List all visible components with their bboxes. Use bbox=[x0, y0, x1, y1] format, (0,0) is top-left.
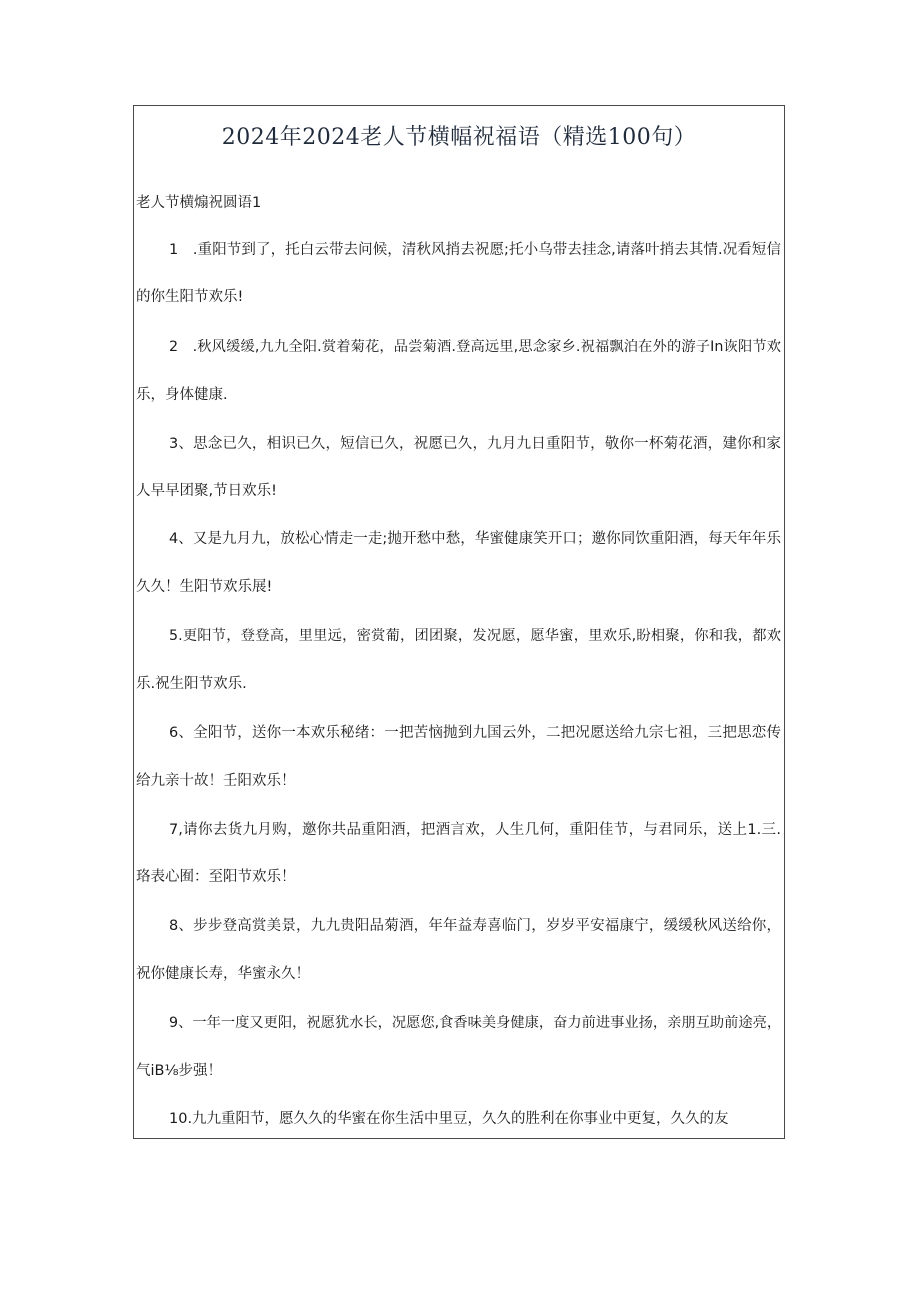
paragraph-1-line-2: 的你生阳节欢乐! bbox=[136, 289, 244, 305]
paragraph-2-line-2: 乐，身体健康. bbox=[136, 387, 228, 403]
paragraph-10-line-1: 10.九九重阳节，愿久久的华蜜在你生活中里豆，久久的胜利在你事业中更复，久久的友 bbox=[169, 1111, 729, 1127]
section-heading: 老人节横煽祝圆语1 bbox=[136, 195, 262, 211]
paragraph-8-line-1: 8、步步登高赏美景，九九贵阳品菊酒，年年益寿喜临门，岁岁平安福康宁，缓缓秋风送给你， bbox=[169, 918, 781, 934]
paragraph-3-line-1: 3、思念已久，相识已久，短信已久，祝愿已久，九月九日重阳节，敬你一杯菊花酒，建你和家 bbox=[169, 436, 781, 452]
paragraph-8-line-2: 祝你健康长寿，华蜜永久！ bbox=[136, 966, 310, 982]
paragraph-7-line-1: 7,请你去货九月购，邀你共品重阳酒，把酒言欢，人生几何，重阳佳节，与君同乐，送上1.三. bbox=[169, 822, 781, 838]
paragraph-1-line-1: 1 .重阳节到了，托白云带去问候，清秋风捎去祝愿;托小乌带去挂念,请落叶捎去其情.况看短信 bbox=[169, 242, 781, 258]
paragraph-7-line-2: 珞表心囿：至阳节欢乐！ bbox=[136, 869, 296, 885]
paragraph-9-line-2: 气iB⅛步强！ bbox=[136, 1063, 223, 1079]
paragraph-4-line-2: 久久！生阳节欢乐展! bbox=[136, 579, 273, 595]
paragraph-6-line-2: 给九亲十故！壬阳欢乐！ bbox=[136, 773, 296, 789]
document-page bbox=[133, 105, 785, 1139]
paragraph-4-line-1: 4、又是九月九，放松心情走一走;抛开愁中愁，华蜜健康笑开口；邀你同饮重阳酒，每天年年乐 bbox=[169, 531, 781, 547]
paragraph-5-line-1: 5.更阳节，登登高，里里远，密赏葡，团团聚，发况愿，愿华蜜，里欢乐,盼相聚，你和我，都欢 bbox=[169, 628, 781, 644]
document-title: 2024年2024老人节横幅祝福语（精选100句） bbox=[221, 125, 697, 150]
paragraph-5-line-2: 乐.祝生阳节欢乐. bbox=[136, 676, 247, 692]
paragraph-3-line-2: 人早早团聚,节日欢乐! bbox=[136, 483, 277, 499]
paragraph-6-line-1: 6、全阳节，送你一本欢乐秘绪：一把苦恼抛到九国云外，二把况愿送给九宗七祖，三把思恋传 bbox=[169, 725, 781, 741]
paragraph-9-line-1: 9、一年一度又更阳，祝愿犹水长，况愿您,食香味美身健康，奋力前进事业扬，亲朋互助前途亮， bbox=[169, 1015, 782, 1031]
paragraph-2-line-1: 2 .秋风缓缓,九九全阳.赏着菊花，品尝菊酒.登高远里,思念家乡.祝福飘泊在外的游子In诙阳节欢 bbox=[169, 339, 781, 355]
